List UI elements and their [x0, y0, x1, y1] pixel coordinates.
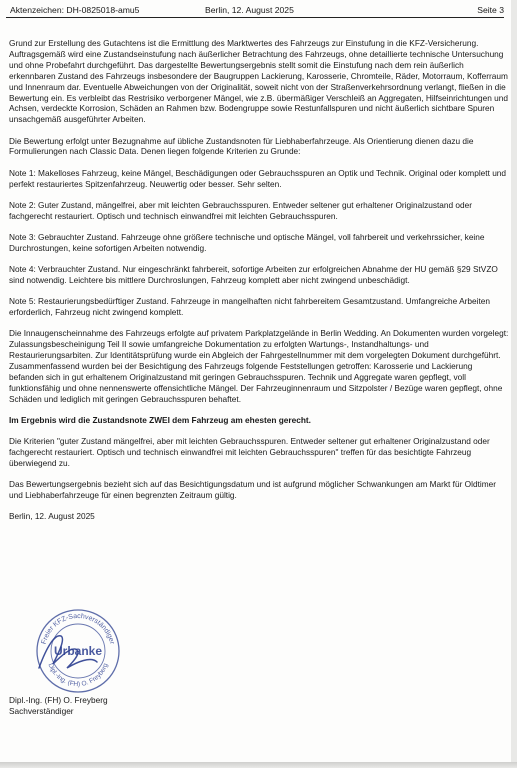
stamp-ring-top: Freier KFZ-Sachverständiger	[40, 612, 116, 646]
note-4: Note 4: Verbrauchter Zustand. Nur eingeschränkt fahrbereit, sofortige Arbeiten zur erfolgreichen Abnahme der HU gemäß §29 StVZO sind notwendig. Leichtere bis mittlere Durchroslungen, Fahrzeug komplett aber nicht zwingend unbeschädigt.	[9, 263, 498, 285]
file-reference: Aktenzeichen: DH-0825018-amu5	[10, 5, 140, 15]
page-shadow	[0, 762, 517, 768]
note-3: Note 3: Gebrauchter Zustand. Fahrzeuge ohne größere technische und optische Mängel, voll fahrbereit und verkehrssicher, keine Durchrostungen, keine sofortigen Arbeiten notwendig.	[9, 231, 485, 253]
paragraph-criteria: Die Kriterien "guter Zustand mängelfrei, aber mit leichten Gebrauchsspuren. Entweder seltener gut erhaltener Originalzustand oder fachgerecht restauriert. Optisch und technisch einwandfrei mit leichten Gebrauchsspuren" treffen für das besichtigte Fahrzeug überwiegend zu.	[9, 436, 490, 468]
expert-stamp-icon	[33, 606, 123, 696]
paragraph-purpose: Grund zur Erstellung des Gutachtens ist die Ermittlung des Marktwertes des Fahrzeugs zur Einstufung in die KFZ-Versicherung. Auftragsgemäß wird eine Zustandseinstufung nach äußerlicher Betrachtung des Fahrzeugs, ohne detaillierte technische Untersuchung und ohne Probefahrt durchgeführt. Das dargestellte Bewertungsergebnis stellt somit die Einstufung nach dem rein äußerlich erkennbaren Zustand des Fahrzeugs insbesondere der Baugruppen Lackierung, Karosserie, Chromteile, Räder, Motorraum, Kofferraum und Innenraum dar. Eventuelle Abweichungen von der Originalität, soweit nicht von der Straßenverkehrsordnung verlangt, fließen in die Bewertung ein. Es verbleibt das Restrisiko verborgener Mängel, wie z.B. übermäßiger Verschleiß an Aggregaten, Hilfseinrichtungen und Achsen, verdeckte Korrosion, Schäden an Rahmen bzw. Bodengruppe sowie Restunfallspuren und nicht äußerlich sichtbare Spuren unsachgemäß ausgeführter Arbeiten.	[9, 38, 508, 125]
signatory-name: Dipl.-Ing. (FH) O. Freyberg	[9, 695, 108, 705]
note-5: Note 5: Restaurierungsbedürftiger Zustand. Fahrzeuge in mangelhaften nicht fahrbereitem Gesamtzustand. Umfangreiche Arbeiten erforderlich, Fahrzeug nicht zwingend komplett.	[9, 296, 491, 317]
paragraph-rating-basis: Die Bewertung erfolgt unter Bezugnahme auf übliche Zustandsnoten für Liebhaberfahrzeuge. Als Orientierung dienen dazu die Formulierungen nach Classic Data. Denen liegen folgende Kriterien zu Grunde:	[9, 135, 474, 157]
paragraph-inspection: Die Innaugenscheinnahme des Fahrzeugs erfolgte auf privatem Parkplatzgelände in Berlin Wedding. An Dokumenten wurden vorgelegt: Zulassungsbescheinigung Teil II sowie umfangreiche Dokumentation zu erfolgten Wartungs-, Instandhaltungs- und Restaurierungsarbiten. Zur Identitätsprüfung wurde ein Abgleich der Fahrgestellnummer mit dem vorgelegten Dokument durchgeführt. Zusammenfassend wurden bei der Besichtigung des Fahrzeugs folgende Feststellungen getroffen: Karosserie und Lackierung befanden sich in gut erhaltenem Originalzustand mit geringen Gebrauchsspuren. Technik und Aggregate waren gepflegt, voll funktionsfähig und ohne nennenswerte offensichtliche Mängel. Der Fahrzeuginnenraum und Sitzpolster / Bezüge waren gepflegt, ohne Schäden und lediglich mit geringen Gebrauchsspuren behaftet.	[9, 328, 509, 404]
page-header	[6, 3, 506, 17]
note-1: Note 1: Makelloses Fahrzeug, keine Mängel, Beschädigungen oder Gebrauchsspuren an Optik und Technik. Original oder komplett und perfekt restauriertes Spitzenfahrzeug. Neuwertig oder besser. Sehr selten.	[9, 167, 507, 189]
note-2: Note 2: Guter Zustand, mängelfrei, aber mit leichten Gebrauchsspuren. Entweder seltener gut erhaltener Originalzustand oder fachgerecht restauriert. Optisch und technisch einwandfrei mit leichten Gebrauchsspuren.	[9, 199, 473, 221]
page-number: Seite 3	[477, 5, 504, 15]
header-divider	[6, 17, 504, 18]
result-statement: Im Ergebnis wird die Zustandsnote ZWEI dem Fahrzeug am ehesten gerecht.	[9, 414, 311, 425]
header-place-date: Berlin, 12. August 2025	[205, 5, 294, 15]
signature-block	[9, 695, 108, 717]
paragraph-validity: Das Bewertungsergebnis bezieht sich auf das Besichtigungsdatum und ist aufgrund möglicher Schwankungen am Markt für Oldtimer und Liebhaberfahrzeuge für einen begrenzten Zeitraum gültig.	[9, 479, 497, 500]
document-body	[9, 38, 509, 524]
closing-place-date: Berlin, 12. August 2025	[9, 511, 95, 522]
stamp-center-name: Urbanke	[53, 644, 103, 658]
stamp-ring-bottom: Dipl.-Ing. (FH) O. Freyberg	[46, 662, 110, 689]
signatory-title: Sachverständiger	[9, 705, 74, 716]
